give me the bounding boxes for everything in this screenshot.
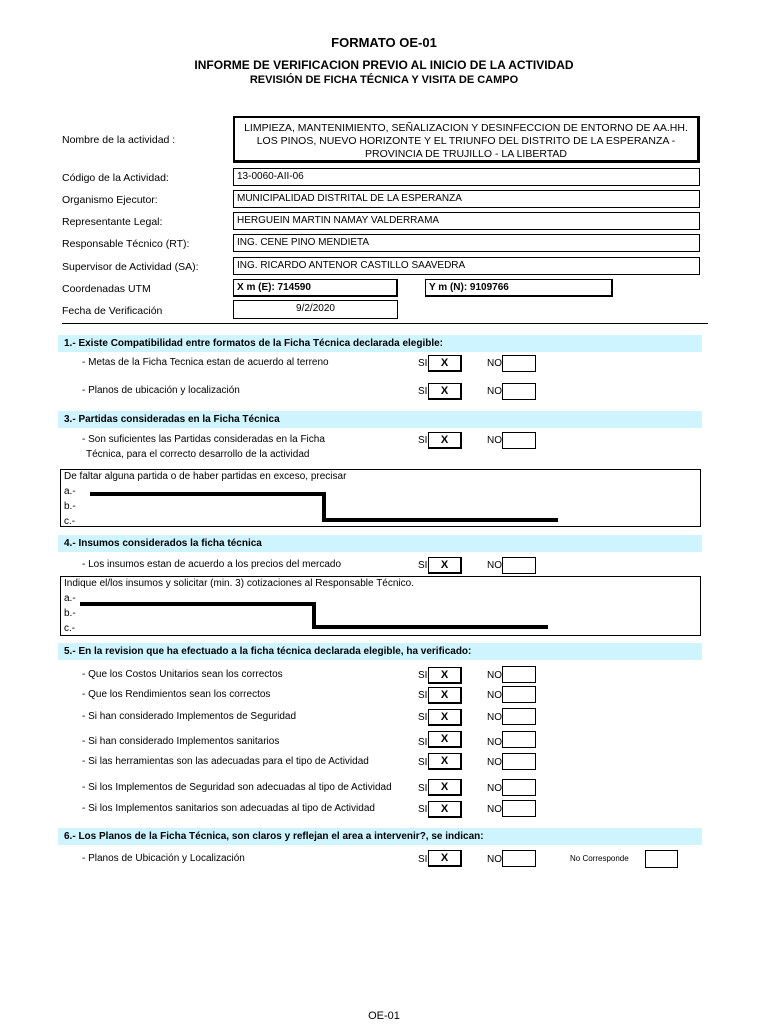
- s4-redaction-bottom: [312, 625, 548, 629]
- s3-q1-label-line1: - Son suficientes las Partidas consideradas en la Ficha: [82, 434, 325, 445]
- verification-date-value: 9/2/2020: [233, 300, 398, 319]
- s5-q4-no-label: NO: [487, 737, 502, 748]
- utm-y-value: Y m (N): 9109766: [425, 279, 613, 297]
- s4-q1-no-label: NO: [487, 560, 502, 571]
- s6-q1-label: - Planos de Ubicación y Localización: [82, 853, 245, 864]
- report-title: INFORME DE VERIFICACION PREVIO AL INICIO DE LA ACTIVIDAD: [194, 58, 574, 72]
- s3-q1-si-label: SI: [418, 435, 428, 446]
- s6-q1-si-label: SI: [418, 854, 428, 865]
- section-5-header: 5.- En la revision que ha efectuado a la ficha técnica declarada elegible, ha verificado:: [58, 643, 702, 660]
- section-4-header: 4.- Insumos considerados la ficha técnica: [58, 535, 702, 552]
- s5-q2-si-checkbox[interactable]: X: [428, 687, 462, 704]
- s5-q7-no-checkbox[interactable]: [502, 800, 536, 817]
- s5-q3-si-label: SI: [418, 712, 428, 723]
- s6-no-corresponde-label: No Corresponde: [570, 854, 629, 863]
- utm-x-value: X m (E): 714590: [233, 279, 398, 297]
- s3-notes-instruction: De faltar alguna partida o de haber partidas en exceso, precisar: [64, 471, 347, 482]
- s5-q5-label: - Si las herramientas son las adecuadas para el tipo de Actividad: [82, 756, 369, 767]
- technical-responsible-value: ING. CENE PINO MENDIETA: [233, 234, 700, 252]
- s3-redaction-vertical: [322, 492, 326, 521]
- s5-q3-si-checkbox[interactable]: X: [428, 709, 462, 726]
- activity-code-value: 13-0060-AII-06: [233, 168, 700, 186]
- s1-q2-label: - Planos de ubicación y localización: [82, 385, 240, 396]
- verification-date-label: Fecha de Verificación: [62, 305, 163, 317]
- s5-q1-no-label: NO: [487, 670, 502, 681]
- s5-q7-si-checkbox[interactable]: X: [428, 801, 462, 818]
- s4-q1-label: - Los insumos estan de acuerdo a los precios del mercado: [82, 559, 342, 570]
- format-title: FORMATO OE-01: [331, 35, 437, 50]
- s5-q2-si-label: SI: [418, 690, 428, 701]
- report-subtitle: REVISIÓN DE FICHA TÉCNICA Y VISITA DE CAMPO: [249, 74, 519, 86]
- s1-q1-si-checkbox[interactable]: X: [428, 355, 462, 372]
- section-3-header: 3.- Partidas consideradas en la Ficha Técnica: [58, 411, 702, 428]
- s4-notes-instruction: Indique el/los insumos y solicitar (min. 3) cotizaciones al Responsable Técnico.: [64, 578, 414, 589]
- s3-note-c: c.-: [64, 516, 76, 527]
- supervisor-label: Supervisor de Actividad (SA):: [62, 261, 199, 273]
- s5-q7-si-label: SI: [418, 804, 428, 815]
- s5-q1-si-checkbox[interactable]: X: [428, 667, 462, 684]
- s1-q2-no-label: NO: [487, 386, 502, 397]
- s4-q1-no-checkbox[interactable]: [502, 557, 536, 574]
- s5-q3-no-label: NO: [487, 712, 502, 723]
- section-6-header: 6.- Los Planos de la Ficha Técnica, son claros y reflejan el area a intervenir?, se indican:: [58, 828, 702, 845]
- s5-q4-si-checkbox[interactable]: X: [428, 731, 462, 748]
- s5-q6-si-label: SI: [418, 783, 428, 794]
- s5-q2-no-checkbox[interactable]: [502, 686, 536, 703]
- s4-q1-si-label: SI: [418, 560, 428, 571]
- s1-q1-no-checkbox[interactable]: [502, 355, 536, 372]
- s5-q7-label: - Si los Implementos sanitarios son adecuadas al tipo de Actividad: [82, 803, 375, 814]
- s5-q4-no-checkbox[interactable]: [502, 731, 536, 748]
- s5-q4-label: - Si han considerado Implementos sanitarios: [82, 736, 280, 747]
- activity-name-label: Nombre de la actividad :: [62, 134, 176, 146]
- s5-q6-no-label: NO: [487, 783, 502, 794]
- s5-q7-no-label: NO: [487, 804, 502, 815]
- s1-q1-no-label: NO: [487, 358, 502, 369]
- s5-q3-label: - Si han considerado Implementos de Seguridad: [82, 711, 297, 722]
- s5-q6-no-checkbox[interactable]: [502, 779, 536, 796]
- s3-q1-no-label: NO: [487, 435, 502, 446]
- technical-responsible-label: Responsable Técnico (RT):: [62, 238, 190, 250]
- section-1-header: 1.- Existe Compatibilidad entre formatos de la Ficha Técnica declarada elegible:: [58, 335, 702, 352]
- s1-q2-si-checkbox[interactable]: X: [428, 383, 462, 400]
- s5-q2-label: - Que los Rendimientos sean los correctos: [82, 689, 271, 700]
- s6-q1-si-checkbox[interactable]: X: [428, 850, 462, 867]
- legal-rep-value: HERGUEIN MARTIN NAMAY VALDERRAMA: [233, 212, 700, 230]
- s4-note-c: c.-: [64, 623, 76, 634]
- s1-q1-label: - Metas de la Ficha Tecnica estan de acuerdo al terreno: [82, 357, 329, 368]
- s4-note-b: b.-: [64, 608, 76, 619]
- s6-q1-no-label: NO: [487, 854, 502, 865]
- legal-rep-label: Representante Legal:: [62, 216, 163, 228]
- s3-q1-si-checkbox[interactable]: X: [428, 432, 462, 449]
- header-divider: [62, 323, 708, 324]
- s5-q3-no-checkbox[interactable]: [502, 708, 536, 725]
- s1-q2-no-checkbox[interactable]: [502, 383, 536, 400]
- s5-q2-no-label: NO: [487, 690, 502, 701]
- s5-q5-no-label: NO: [487, 757, 502, 768]
- s4-q1-si-checkbox[interactable]: X: [428, 557, 462, 574]
- s3-note-b: b.-: [64, 501, 76, 512]
- activity-name-value: LIMPIEZA, MANTENIMIENTO, SEÑALIZACION Y DESINFECCION DE ENTORNO DE AA.HH. LOS PINOS, NUEVO HORIZONTE Y EL TRIUNFO DEL DISTRITO DE LA ESPERANZA - PROVINCIA DE TRUJILLO - LA LIBERTAD: [233, 116, 700, 163]
- s5-q1-label: - Que los Costos Unitarios sean los correctos: [82, 669, 283, 680]
- s5-q6-label: - Si los Implementos de Seguridad son adecuadas al tipo de Actividad: [82, 782, 392, 793]
- activity-code-label: Código de la Actividad:: [62, 172, 169, 184]
- s5-q5-no-checkbox[interactable]: [502, 753, 536, 770]
- page-footer-code: OE-01: [368, 1010, 400, 1022]
- s5-q5-si-checkbox[interactable]: X: [428, 753, 462, 770]
- s5-q1-no-checkbox[interactable]: [502, 666, 536, 683]
- s3-note-a: a.-: [64, 486, 76, 497]
- s3-q1-no-checkbox[interactable]: [502, 432, 536, 449]
- supervisor-value: ING. RICARDO ANTENOR CASTILLO SAAVEDRA: [233, 257, 700, 275]
- s5-q4-si-label: SI: [418, 737, 428, 748]
- s4-redaction-top: [80, 602, 314, 606]
- executor-label: Organismo Ejecutor:: [62, 194, 158, 206]
- s4-note-a: a.-: [64, 593, 76, 604]
- s6-q1-no-checkbox[interactable]: [502, 850, 536, 867]
- s5-q6-si-checkbox[interactable]: X: [428, 779, 462, 796]
- s3-q1-label-line2: Técnica, para el correcto desarrollo de la actividad: [86, 449, 310, 460]
- s6-no-corresponde-checkbox[interactable]: [645, 850, 678, 868]
- s3-redaction-bottom: [322, 518, 558, 522]
- s1-q1-si-label: SI: [418, 358, 428, 369]
- s3-redaction-top: [90, 492, 323, 496]
- s5-q1-si-label: SI: [418, 670, 428, 681]
- executor-value: MUNICIPALIDAD DISTRITAL DE LA ESPERANZA: [233, 190, 700, 208]
- s1-q2-si-label: SI: [418, 386, 428, 397]
- utm-label: Coordenadas UTM: [62, 283, 151, 295]
- s5-q5-si-label: SI: [418, 757, 428, 768]
